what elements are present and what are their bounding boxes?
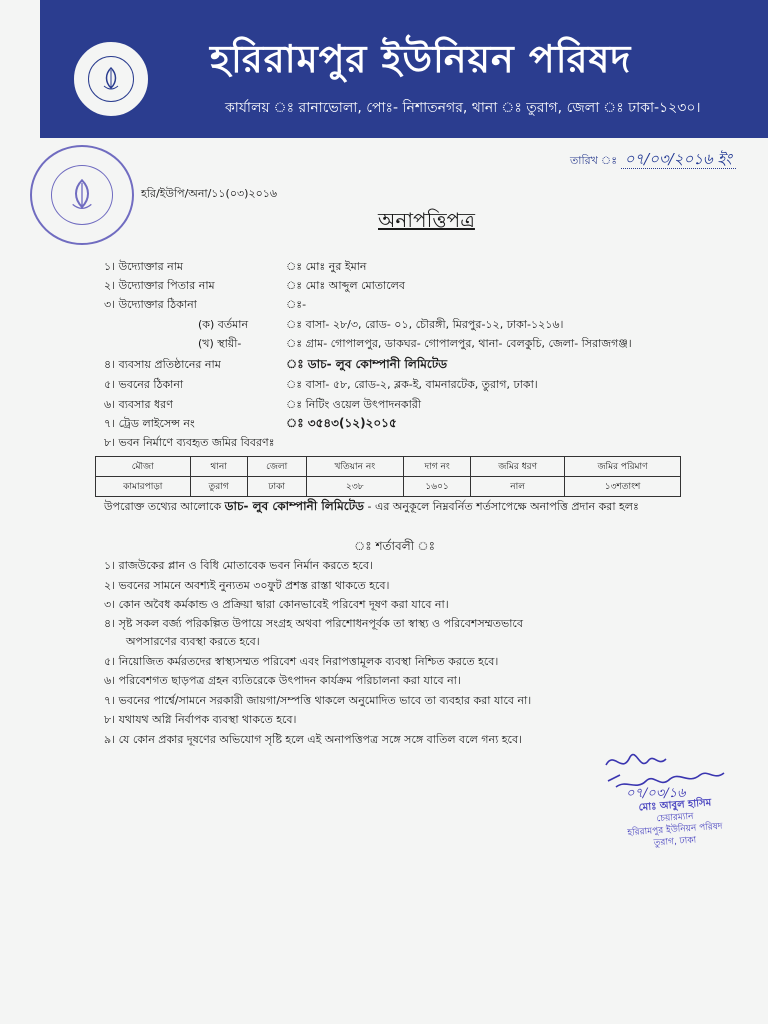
field-value: ঃ ৩৫৪৩(১২)২০১৫: [286, 416, 397, 430]
condition-text: ২। ভবনের সামনে অবশ্যই নুন্যতম ৩০ফুট প্রশস্ত রাস্তা থাকতে হবে।: [104, 578, 390, 592]
field-label: (খ) স্থায়ী-: [198, 337, 242, 350]
field-value: ঃ বাসা- ২৮/৩, রোড- ০১, চৌরঙ্গী, মিরপুর-১২, ঢাকা-১২১৬।: [286, 318, 564, 331]
condition-text: ৭। ভবনের পার্শ্বে/সামনে সরকারী জায়গা/সম্পত্তি থাকলে অনুমোদিত ভাবে তা ব্যবহার করা যাবে না।: [104, 693, 532, 707]
condition-item: [104, 652, 724, 672]
condition-text: ৩। কোন অবৈধ কর্মকান্ড ও প্রক্রিয়া দ্বারা কোনভাবেই পরিবেশ দূষণ করা যাবে না।: [104, 598, 449, 611]
condition-text: ৯। যে কোন প্রকার দূষণের অভিযোগ সৃষ্টি হলে এই অনাপত্তিপত্র সঙ্গে সঙ্গে বাতিল বলে গন্য হবে।: [104, 732, 523, 746]
field-label: ৩। উদ্যোক্তার ঠিকানা: [104, 298, 197, 311]
document-title: অনাপত্তিপত্র: [378, 208, 475, 232]
field-label: ১। উদ্যোক্তার নাম: [104, 260, 184, 273]
field-label: ৪। ব্যবসায় প্রতিষ্ঠানের নাম: [104, 358, 221, 371]
paragraph-firm-name: ডাচ- লুব কোম্পানী লিমিটেড: [224, 499, 364, 513]
header-banner: [40, 0, 768, 138]
signed-date: ০৭/০৩/১৬: [626, 786, 686, 801]
issue-date: [570, 148, 760, 173]
condition-item: [104, 576, 724, 596]
paragraph-text-after: - এর অনুকূলে নিম্নবর্নিত শর্তসাপেক্ষে অনাপত্তি প্রদান করা হলঃ: [363, 500, 639, 513]
handwritten-signature: [596, 745, 736, 805]
union-council-title: হরিরামপুর ইউনিয়ন পরিষদ: [210, 37, 632, 81]
condition-continuation: অপসারণের ব্যবস্থা করতে হবে।: [126, 634, 260, 648]
conditions-heading: ঃ শর্তাবলী ঃ: [354, 539, 436, 553]
conditions-list: [104, 556, 724, 749]
leaf-emblem-icon: [96, 64, 126, 94]
field-value: ঃ বাসা- ৫৮, রোড-২, ব্লক-ই, বামনারটেক, তুরাগ, ঢাকা।: [286, 378, 538, 391]
column-header: থানা: [190, 457, 247, 477]
office-round-stamp: [30, 145, 134, 245]
date-value: ০৭/০৩/২০১৬ ইং: [621, 150, 736, 169]
stamp-emblem-icon: [51, 165, 113, 225]
condition-text: ১। রাজউকের প্লান ও বিধি মোতাবেক ভবন নির্মান করতে হবে।: [104, 559, 373, 572]
condition-item: [104, 595, 724, 615]
table-cell: ২৩৮: [306, 477, 403, 497]
signatory-stamp: [600, 797, 750, 849]
council-logo-seal: [72, 40, 150, 118]
condition-item: [104, 615, 724, 652]
signatory-office: হরিরামপুর ইউনিয়ন পরিষদ: [627, 821, 723, 839]
signatory-name: মোঃ আবুল হাসিম: [638, 797, 712, 814]
column-header: খতিয়ান নং: [306, 457, 403, 477]
signatory-designation: চেয়ারম্যান: [656, 811, 694, 825]
condition-item: [104, 710, 724, 730]
table-cell: তুরাগ: [190, 477, 247, 497]
table-cell: ১৩শতাংশ: [565, 477, 681, 497]
condition-item: [104, 556, 724, 576]
field-value: ঃ মোঃ আব্দুল মোতালেব: [286, 279, 405, 292]
column-header: দাগ নং: [403, 457, 470, 477]
field-value: ঃ-: [286, 298, 307, 311]
table-cell: ঢাকা: [247, 477, 306, 497]
reference-number: হরি/ইউপি/অনা/১১(০৩)২০১৬: [141, 187, 278, 200]
condition-text: ৪। সৃষ্ট সকল বর্জ্য পরিকল্পিত উপায়ে সংগ্রহ অথবা পরিশোধনপূর্বক তা স্বাস্থ্য ও পরিবেশসম্মতভাবে: [104, 616, 523, 630]
field-value: ঃ মোঃ নুর ইমান: [286, 260, 367, 273]
field-label: ৫। ভবনের ঠিকানা: [104, 378, 184, 391]
condition-text: ৬। পরিবেশগত ছাড়পত্র গ্রহন ব্যতিরেকে উৎপাদন কার্যক্রম পরিচালনা করা যাবে না।: [104, 674, 461, 687]
table-row: [96, 477, 681, 497]
table-cell: কামারপাড়া: [96, 477, 191, 497]
paragraph-text-before: উপরোক্ত তথ্যের আলোকে: [104, 500, 225, 513]
column-header: জমির পরিমাণ: [565, 457, 681, 477]
condition-text: ৫। নিয়োজিত কর্মরতদের স্বাস্থ্যসম্মত পরিবেশ এবং নিরাপত্তামূলক ব্যবস্থা নিশ্চিত করতে হবে।: [104, 654, 499, 668]
leaf-stamp-icon: [62, 175, 102, 215]
condition-item: [104, 671, 724, 691]
field-label: ৮। ভবন নির্মাণে ব্যবহৃত জমির বিবরণঃ: [104, 436, 275, 449]
signatory-location: তুরাগ, ঢাকা: [653, 835, 697, 849]
condition-item: [104, 691, 724, 711]
column-header: জমির ধরণ: [471, 457, 565, 477]
table-header-row: [96, 457, 681, 477]
date-label: তারিখ ঃ: [570, 154, 618, 167]
field-value: ঃ নিটিং ওয়েল উৎপাদনকারী: [286, 398, 421, 411]
field-value: ঃ গ্রাম- গোপালপুর, ডাকঘর- গোপালপুর, থানা- বেলকুচি, জেলা- সিরাজগঞ্জ।: [286, 337, 632, 350]
field-label: (ক) বর্তমান: [198, 318, 249, 331]
table-cell: নাল: [471, 477, 565, 497]
field-label: ৭। ট্রেড লাইসেন্স নং: [104, 417, 195, 430]
office-address: কার্যালয় ঃ রানাভোলা, পোঃ- নিশাতনগর, থানা ঃ তুরাগ, জেলা ঃ ঢাকা-১২৩০।: [225, 100, 701, 116]
field-value: ঃ ডাচ- লুব কোম্পানী লিমিটেড: [286, 357, 448, 371]
field-label: ৬। ব্যবসার ধরণ: [104, 398, 173, 411]
condition-text: ৮। যথাযথ অগ্নি নির্বাপক ব্যবস্থা থাকতে হবে।: [104, 713, 297, 726]
field-label: ২। উদ্যোক্তার পিতার নাম: [104, 279, 215, 292]
approval-paragraph: [104, 498, 704, 515]
land-details-table: [95, 456, 681, 497]
seal-emblem-icon: [88, 56, 134, 102]
column-header: জেলা: [247, 457, 306, 477]
column-header: মৌজা: [96, 457, 191, 477]
table-cell: ১৬০১: [403, 477, 470, 497]
